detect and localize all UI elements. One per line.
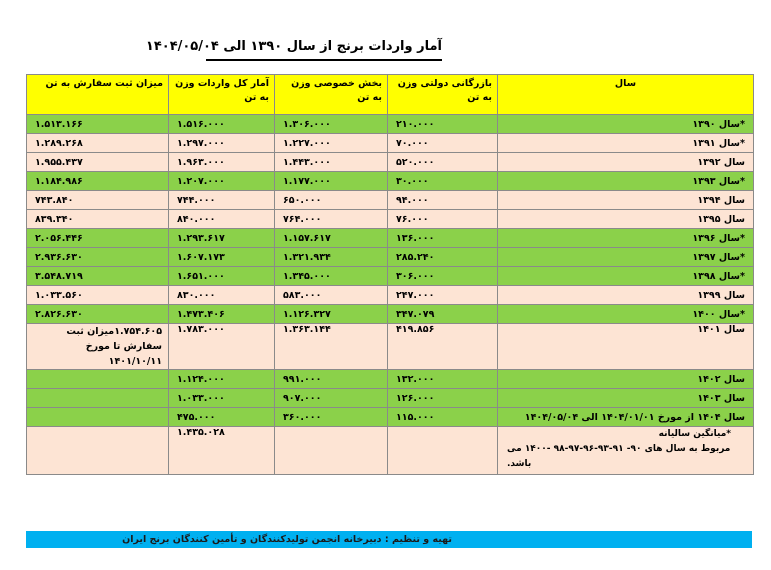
footer-bar	[26, 531, 752, 548]
private-cell: ۳۶۰.۰۰۰	[275, 408, 388, 427]
summary-label: *میانگین سالیانه	[658, 429, 731, 439]
summary-note-cell	[498, 427, 754, 475]
orders-cell: ۷۴۳.۸۴۰	[27, 191, 169, 210]
orders-cell: ۱.۵۱۳.۱۶۶	[27, 115, 169, 134]
table-row	[27, 305, 754, 324]
header-private: بخش خصوصی وزن به تن	[275, 75, 388, 115]
gov-cell: ۱۲۶.۰۰۰	[388, 389, 498, 408]
gov-cell: ۲۱۰.۰۰۰	[388, 115, 498, 134]
gov-cell: ۲۴۷.۰۰۰	[388, 286, 498, 305]
table-row	[27, 248, 754, 267]
table-row	[27, 115, 754, 134]
orders-cell: ۱.۲۸۹.۲۶۸	[27, 134, 169, 153]
gov-cell: ۹۴.۰۰۰	[388, 191, 498, 210]
total-cell: ۴۷۵.۰۰۰	[169, 408, 275, 427]
private-cell: ۷۶۴.۰۰۰	[275, 210, 388, 229]
private-cell: ۱.۳۴۵.۰۰۰	[275, 267, 388, 286]
private-cell: ۱.۱۵۷.۶۱۷	[275, 229, 388, 248]
total-cell: ۱.۲۹۷.۰۰۰	[169, 134, 275, 153]
orders-cell: ۳.۵۴۸.۷۱۹	[27, 267, 169, 286]
table-row	[27, 286, 754, 305]
table-row	[27, 408, 754, 427]
summary-row	[27, 427, 754, 475]
orders-cell	[27, 389, 169, 408]
private-cell: ۹۰۷.۰۰۰	[275, 389, 388, 408]
table-body	[27, 115, 754, 475]
private-cell: ۱.۳۲۱.۹۳۴	[275, 248, 388, 267]
table-row	[27, 172, 754, 191]
summary-note: مربوط به سال های ۹۰- ۹۱-۹۳-۹۶-۹۷-۹۸ -۱۴۰۰ می باشد.	[507, 444, 731, 469]
footer-text: تهیه و تنظیم : دبیرخانه انجمن تولیدکنندگان و تأمین کنندگان برنج ایران	[122, 534, 452, 545]
total-cell: ۱.۲۰۷.۰۰۰	[169, 172, 275, 191]
gov-cell: ۵۲۰.۰۰۰	[388, 153, 498, 172]
summary-total-cell: ۱.۴۳۵.۰۲۸	[169, 427, 275, 475]
table-row	[27, 370, 754, 389]
table-row	[27, 153, 754, 172]
total-cell: ۱.۱۲۴.۰۰۰	[169, 370, 275, 389]
orders-cell: ۲.۹۳۶.۶۳۰	[27, 248, 169, 267]
total-cell: ۱.۴۷۳.۴۰۶	[169, 305, 275, 324]
year-cell: *سال ۱۳۹۶	[498, 229, 754, 248]
summary-empty-cell	[388, 427, 498, 475]
private-cell: ۶۵۰.۰۰۰	[275, 191, 388, 210]
year-cell: *سال ۱۳۹۱	[498, 134, 754, 153]
header-gov: بازرگانی دولتی وزن به تن	[388, 75, 498, 115]
private-cell: ۱.۳۰۶.۰۰۰	[275, 115, 388, 134]
private-cell: ۱.۴۴۳.۰۰۰	[275, 153, 388, 172]
year-cell: *سال ۱۴۰۰	[498, 305, 754, 324]
total-cell: ۱.۶۰۷.۱۷۳	[169, 248, 275, 267]
summary-empty-cell	[27, 427, 169, 475]
year-cell: *سال ۱۳۹۸	[498, 267, 754, 286]
year-cell: سال ۱۴۰۳	[498, 389, 754, 408]
table-row	[27, 324, 754, 370]
orders-cell: ۸۳۹.۳۴۰	[27, 210, 169, 229]
year-cell: سال ۱۳۹۲	[498, 153, 754, 172]
orders-cell: ۲.۸۲۶.۶۳۰	[27, 305, 169, 324]
orders-cell: ۱.۱۸۴.۹۸۶	[27, 172, 169, 191]
year-cell: *سال ۱۳۹۰	[498, 115, 754, 134]
orders-cell: ۱.۹۵۵.۴۳۷	[27, 153, 169, 172]
total-cell: ۸۴۰.۰۰۰	[169, 210, 275, 229]
year-cell: *سال ۱۳۹۳	[498, 172, 754, 191]
year-cell: سال ۱۳۹۴	[498, 191, 754, 210]
table-row	[27, 229, 754, 248]
total-cell: ۷۴۴.۰۰۰	[169, 191, 275, 210]
gov-cell: ۴۱۹.۸۵۶	[388, 324, 498, 370]
total-cell: ۸۳۰.۰۰۰	[169, 286, 275, 305]
orders-cell: ۲.۰۵۶.۴۴۶	[27, 229, 169, 248]
total-cell: ۱.۰۳۳.۰۰۰	[169, 389, 275, 408]
gov-cell: ۳۰.۰۰۰	[388, 172, 498, 191]
header-total: آمار کل واردات وزن به تن	[169, 75, 275, 115]
year-cell: سال ۱۳۹۹	[498, 286, 754, 305]
gov-cell: ۷۰.۰۰۰	[388, 134, 498, 153]
orders-cell	[27, 408, 169, 427]
table-row	[27, 134, 754, 153]
gov-cell: ۱۱۵.۰۰۰	[388, 408, 498, 427]
table-row	[27, 191, 754, 210]
rice-imports-table	[26, 74, 754, 475]
year-cell: سال ۱۴۰۴ از مورخ ۱۴۰۴/۰۱/۰۱ الی ۱۴۰۴/۰۵/۰۴	[498, 408, 754, 427]
orders-cell: ۱.۰۳۳.۵۶۰	[27, 286, 169, 305]
gov-cell: ۱۳۲.۰۰۰	[388, 370, 498, 389]
table-row	[27, 267, 754, 286]
gov-cell: ۳۰۶.۰۰۰	[388, 267, 498, 286]
year-cell: سال ۱۳۹۵	[498, 210, 754, 229]
year-cell: سال ۱۴۰۱	[498, 324, 754, 370]
gov-cell: ۳۴۷.۰۷۹	[388, 305, 498, 324]
private-cell: ۱.۳۶۳.۱۴۴	[275, 324, 388, 370]
gov-cell: ۲۸۵.۲۴۰	[388, 248, 498, 267]
private-cell: ۱.۲۲۷.۰۰۰	[275, 134, 388, 153]
gov-cell: ۷۶.۰۰۰	[388, 210, 498, 229]
total-cell: ۱.۷۸۳.۰۰۰	[169, 324, 275, 370]
total-cell: ۱.۵۱۶.۰۰۰	[169, 115, 275, 134]
total-cell: ۱.۲۹۳.۶۱۷	[169, 229, 275, 248]
table-row	[27, 389, 754, 408]
orders-cell	[27, 370, 169, 389]
year-cell: سال ۱۴۰۲	[498, 370, 754, 389]
total-cell: ۱.۹۶۳.۰۰۰	[169, 153, 275, 172]
gov-cell: ۱۳۶.۰۰۰	[388, 229, 498, 248]
private-cell: ۱.۱۲۶.۳۲۷	[275, 305, 388, 324]
header-orders: میزان ثبت سفارش به تن	[27, 75, 169, 115]
year-cell: *سال ۱۳۹۷	[498, 248, 754, 267]
private-cell: ۹۹۱.۰۰۰	[275, 370, 388, 389]
summary-empty-cell	[275, 427, 388, 475]
page-title: آمار واردات برنج از سال ۱۳۹۰ الی ۱۴۰۴/۰۵/۰۴	[206, 39, 442, 61]
orders-cell: ۱.۷۵۴.۶۰۵میزان ثبت سفارش تا مورخ ۱۴۰۱/۱۰/۱۱	[27, 324, 169, 370]
private-cell: ۵۸۳.۰۰۰	[275, 286, 388, 305]
header-year: سال	[498, 75, 754, 115]
private-cell: ۱.۱۷۷.۰۰۰	[275, 172, 388, 191]
table-row	[27, 210, 754, 229]
total-cell: ۱.۶۵۱.۰۰۰	[169, 267, 275, 286]
